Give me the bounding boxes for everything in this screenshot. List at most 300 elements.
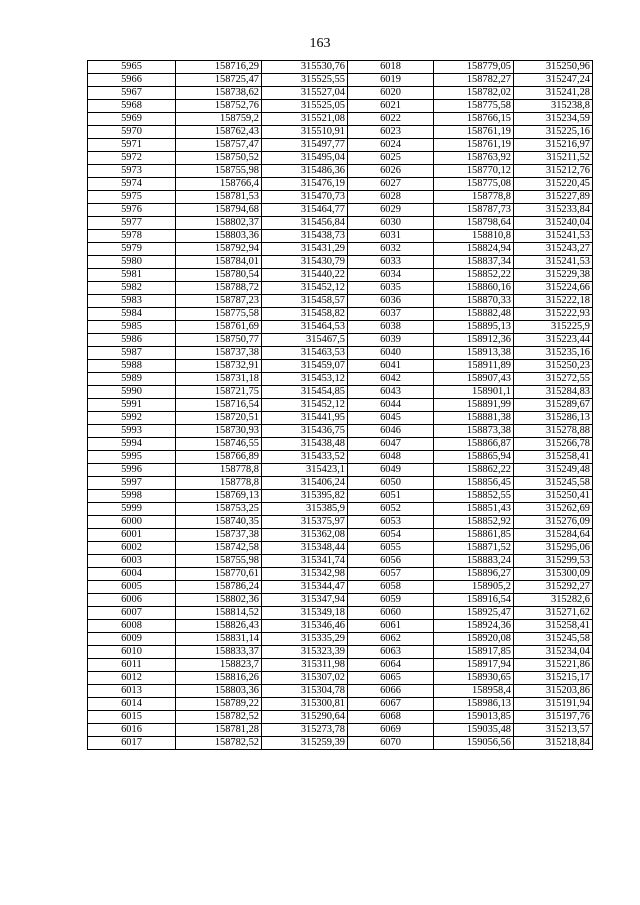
x-coordinate-left: 158738,62 — [176, 87, 262, 100]
table-row — [88, 555, 593, 568]
y-coordinate-right: 315271,62 — [514, 607, 593, 620]
y-coordinate-right: 315234,04 — [514, 646, 593, 659]
table-row — [88, 230, 593, 243]
x-coordinate-left: 158789,22 — [176, 698, 262, 711]
point-number-left: 5971 — [88, 139, 176, 152]
y-coordinate-right: 315233,84 — [514, 204, 593, 217]
point-number-right: 6056 — [348, 555, 434, 568]
y-coordinate-right: 315300,09 — [514, 568, 593, 581]
x-coordinate-left: 158725,47 — [176, 74, 262, 87]
point-number-right: 6020 — [348, 87, 434, 100]
point-number-left: 5970 — [88, 126, 176, 139]
x-coordinate-right: 158852,92 — [434, 516, 514, 529]
point-number-left: 5966 — [88, 74, 176, 87]
point-number-right: 6033 — [348, 256, 434, 269]
point-number-right: 6048 — [348, 451, 434, 464]
x-coordinate-left: 158803,36 — [176, 230, 262, 243]
y-coordinate-left: 315464,77 — [262, 204, 348, 217]
point-number-right: 6019 — [348, 74, 434, 87]
y-coordinate-left: 315495,04 — [262, 152, 348, 165]
x-coordinate-right: 159056,56 — [434, 737, 514, 750]
table-row — [88, 711, 593, 724]
point-number-left: 6007 — [88, 607, 176, 620]
y-coordinate-left: 315335,29 — [262, 633, 348, 646]
point-number-left: 5967 — [88, 87, 176, 100]
x-coordinate-right: 158912,36 — [434, 334, 514, 347]
table-row — [88, 659, 593, 672]
point-number-right: 6050 — [348, 477, 434, 490]
y-coordinate-right: 315266,78 — [514, 438, 593, 451]
point-number-right: 6060 — [348, 607, 434, 620]
y-coordinate-left: 315486,36 — [262, 165, 348, 178]
y-coordinate-right: 315191,94 — [514, 698, 593, 711]
y-coordinate-left: 315348,44 — [262, 542, 348, 555]
y-coordinate-right: 315250,96 — [514, 61, 593, 74]
point-number-right: 6018 — [348, 61, 434, 74]
point-number-left: 6016 — [88, 724, 176, 737]
y-coordinate-right: 315240,04 — [514, 217, 593, 230]
y-coordinate-right: 315216,97 — [514, 139, 593, 152]
y-coordinate-left: 315441,95 — [262, 412, 348, 425]
x-coordinate-right: 158782,02 — [434, 87, 514, 100]
x-coordinate-left: 158803,36 — [176, 685, 262, 698]
x-coordinate-left: 158782,52 — [176, 711, 262, 724]
y-coordinate-left: 315406,24 — [262, 477, 348, 490]
point-number-right: 6067 — [348, 698, 434, 711]
x-coordinate-right: 158871,52 — [434, 542, 514, 555]
y-coordinate-right: 315234,59 — [514, 113, 593, 126]
y-coordinate-left: 315375,97 — [262, 516, 348, 529]
x-coordinate-left: 158757,47 — [176, 139, 262, 152]
point-number-left: 6005 — [88, 581, 176, 594]
point-number-left: 5991 — [88, 399, 176, 412]
x-coordinate-left: 158737,38 — [176, 347, 262, 360]
table-row — [88, 295, 593, 308]
y-coordinate-right: 315284,83 — [514, 386, 593, 399]
point-number-left: 6017 — [88, 737, 176, 750]
point-number-right: 6063 — [348, 646, 434, 659]
point-number-left: 5977 — [88, 217, 176, 230]
y-coordinate-left: 315349,18 — [262, 607, 348, 620]
y-coordinate-right: 315247,24 — [514, 74, 593, 87]
point-number-left: 5988 — [88, 360, 176, 373]
x-coordinate-left: 158761,69 — [176, 321, 262, 334]
y-coordinate-right: 315250,41 — [514, 490, 593, 503]
y-coordinate-left: 315510,91 — [262, 126, 348, 139]
table-row — [88, 633, 593, 646]
y-coordinate-left: 315323,39 — [262, 646, 348, 659]
x-coordinate-right: 158870,33 — [434, 295, 514, 308]
point-number-left: 5973 — [88, 165, 176, 178]
y-coordinate-left: 315431,29 — [262, 243, 348, 256]
table-row — [88, 425, 593, 438]
point-number-left: 5992 — [88, 412, 176, 425]
y-coordinate-left: 315521,08 — [262, 113, 348, 126]
point-number-right: 6029 — [348, 204, 434, 217]
y-coordinate-left: 315525,05 — [262, 100, 348, 113]
point-number-right: 6024 — [348, 139, 434, 152]
x-coordinate-right: 158852,22 — [434, 269, 514, 282]
point-number-right: 6034 — [348, 269, 434, 282]
point-number-left: 5998 — [88, 490, 176, 503]
table-row — [88, 503, 593, 516]
x-coordinate-left: 158781,53 — [176, 191, 262, 204]
x-coordinate-left: 158770,61 — [176, 568, 262, 581]
table-row — [88, 698, 593, 711]
point-number-left: 6003 — [88, 555, 176, 568]
x-coordinate-right: 158882,48 — [434, 308, 514, 321]
y-coordinate-left: 315527,04 — [262, 87, 348, 100]
point-number-right: 6030 — [348, 217, 434, 230]
point-number-right: 6041 — [348, 360, 434, 373]
x-coordinate-right: 158787,73 — [434, 204, 514, 217]
table-row — [88, 347, 593, 360]
y-coordinate-right: 315276,09 — [514, 516, 593, 529]
x-coordinate-left: 158780,54 — [176, 269, 262, 282]
point-number-right: 6036 — [348, 295, 434, 308]
coordinates-table-body — [88, 61, 593, 750]
table-row — [88, 217, 593, 230]
x-coordinate-right: 158930,65 — [434, 672, 514, 685]
y-coordinate-right: 315241,28 — [514, 87, 593, 100]
point-number-left: 6010 — [88, 646, 176, 659]
point-number-right: 6038 — [348, 321, 434, 334]
x-coordinate-right: 158911,89 — [434, 360, 514, 373]
y-coordinate-left: 315347,94 — [262, 594, 348, 607]
table-row — [88, 386, 593, 399]
y-coordinate-left: 315463,53 — [262, 347, 348, 360]
x-coordinate-left: 158792,94 — [176, 243, 262, 256]
table-row — [88, 139, 593, 152]
point-number-left: 5968 — [88, 100, 176, 113]
table-row — [88, 568, 593, 581]
point-number-right: 6044 — [348, 399, 434, 412]
point-number-left: 5984 — [88, 308, 176, 321]
y-coordinate-left: 315362,08 — [262, 529, 348, 542]
point-number-left: 5969 — [88, 113, 176, 126]
x-coordinate-right: 158891,99 — [434, 399, 514, 412]
y-coordinate-left: 315290,64 — [262, 711, 348, 724]
x-coordinate-left: 158786,24 — [176, 581, 262, 594]
y-coordinate-left: 315395,82 — [262, 490, 348, 503]
point-number-left: 5983 — [88, 295, 176, 308]
point-number-right: 6047 — [348, 438, 434, 451]
table-row — [88, 737, 593, 750]
point-number-right: 6045 — [348, 412, 434, 425]
x-coordinate-left: 158721,75 — [176, 386, 262, 399]
y-coordinate-left: 315436,75 — [262, 425, 348, 438]
point-number-right: 6027 — [348, 178, 434, 191]
y-coordinate-left: 315438,48 — [262, 438, 348, 451]
y-coordinate-right: 315282,6 — [514, 594, 593, 607]
y-coordinate-left: 315467,5 — [262, 334, 348, 347]
point-number-left: 5986 — [88, 334, 176, 347]
x-coordinate-right: 158958,4 — [434, 685, 514, 698]
point-number-right: 6069 — [348, 724, 434, 737]
table-row — [88, 178, 593, 191]
point-number-right: 6051 — [348, 490, 434, 503]
x-coordinate-right: 158861,85 — [434, 529, 514, 542]
y-coordinate-right: 315258,41 — [514, 451, 593, 464]
point-number-right: 6070 — [348, 737, 434, 750]
x-coordinate-right: 158862,22 — [434, 464, 514, 477]
y-coordinate-right: 315249,48 — [514, 464, 593, 477]
y-coordinate-right: 315272,55 — [514, 373, 593, 386]
x-coordinate-right: 158873,38 — [434, 425, 514, 438]
y-coordinate-left: 315456,84 — [262, 217, 348, 230]
y-coordinate-left: 315440,22 — [262, 269, 348, 282]
x-coordinate-right: 159035,48 — [434, 724, 514, 737]
point-number-left: 5985 — [88, 321, 176, 334]
y-coordinate-left: 315311,98 — [262, 659, 348, 672]
table-row — [88, 113, 593, 126]
x-coordinate-right: 158851,43 — [434, 503, 514, 516]
x-coordinate-right: 158865,94 — [434, 451, 514, 464]
y-coordinate-right: 315197,76 — [514, 711, 593, 724]
y-coordinate-left: 315341,74 — [262, 555, 348, 568]
point-number-right: 6068 — [348, 711, 434, 724]
y-coordinate-left: 315452,12 — [262, 399, 348, 412]
y-coordinate-right: 315299,53 — [514, 555, 593, 568]
x-coordinate-right: 158775,58 — [434, 100, 514, 113]
y-coordinate-left: 315476,19 — [262, 178, 348, 191]
x-coordinate-left: 158753,25 — [176, 503, 262, 516]
point-number-left: 6001 — [88, 529, 176, 542]
table-row — [88, 87, 593, 100]
y-coordinate-right: 315289,67 — [514, 399, 593, 412]
point-number-left: 5987 — [88, 347, 176, 360]
table-row — [88, 464, 593, 477]
table-row — [88, 516, 593, 529]
point-number-right: 6061 — [348, 620, 434, 633]
x-coordinate-right: 158883,24 — [434, 555, 514, 568]
point-number-right: 6022 — [348, 113, 434, 126]
x-coordinate-left: 158816,26 — [176, 672, 262, 685]
x-coordinate-right: 158896,27 — [434, 568, 514, 581]
x-coordinate-right: 158824,94 — [434, 243, 514, 256]
x-coordinate-left: 158720,51 — [176, 412, 262, 425]
x-coordinate-right: 158860,16 — [434, 282, 514, 295]
point-number-left: 5976 — [88, 204, 176, 217]
x-coordinate-left: 158732,91 — [176, 360, 262, 373]
y-coordinate-right: 315245,58 — [514, 633, 593, 646]
x-coordinate-right: 158763,92 — [434, 152, 514, 165]
y-coordinate-right: 315203,86 — [514, 685, 593, 698]
point-number-right: 6064 — [348, 659, 434, 672]
table-row — [88, 61, 593, 74]
y-coordinate-right: 315292,27 — [514, 581, 593, 594]
y-coordinate-left: 315304,78 — [262, 685, 348, 698]
x-coordinate-left: 158766,4 — [176, 178, 262, 191]
table-row — [88, 581, 593, 594]
point-number-right: 6049 — [348, 464, 434, 477]
point-number-left: 5995 — [88, 451, 176, 464]
point-number-left: 6013 — [88, 685, 176, 698]
point-number-left: 6002 — [88, 542, 176, 555]
y-coordinate-left: 315430,79 — [262, 256, 348, 269]
x-coordinate-left: 158716,54 — [176, 399, 262, 412]
x-coordinate-left: 158752,76 — [176, 100, 262, 113]
point-number-left: 5972 — [88, 152, 176, 165]
point-number-left: 5974 — [88, 178, 176, 191]
point-number-right: 6055 — [348, 542, 434, 555]
y-coordinate-left: 315470,73 — [262, 191, 348, 204]
point-number-right: 6026 — [348, 165, 434, 178]
x-coordinate-right: 158917,85 — [434, 646, 514, 659]
x-coordinate-right: 158778,8 — [434, 191, 514, 204]
table-row — [88, 360, 593, 373]
point-number-left: 5996 — [88, 464, 176, 477]
table-row — [88, 399, 593, 412]
x-coordinate-left: 158750,52 — [176, 152, 262, 165]
y-coordinate-right: 315243,27 — [514, 243, 593, 256]
point-number-left: 5979 — [88, 243, 176, 256]
y-coordinate-right: 315241,53 — [514, 256, 593, 269]
x-coordinate-right: 158852,55 — [434, 490, 514, 503]
table-row — [88, 243, 593, 256]
y-coordinate-left: 315385,9 — [262, 503, 348, 516]
table-row — [88, 542, 593, 555]
y-coordinate-right: 315215,17 — [514, 672, 593, 685]
y-coordinate-left: 315342,98 — [262, 568, 348, 581]
x-coordinate-right: 158866,87 — [434, 438, 514, 451]
y-coordinate-right: 315211,52 — [514, 152, 593, 165]
x-coordinate-right: 158761,19 — [434, 126, 514, 139]
x-coordinate-right: 158907,43 — [434, 373, 514, 386]
x-coordinate-left: 158730,93 — [176, 425, 262, 438]
x-coordinate-right: 158766,15 — [434, 113, 514, 126]
y-coordinate-left: 315454,85 — [262, 386, 348, 399]
y-coordinate-left: 315458,82 — [262, 308, 348, 321]
y-coordinate-left: 315259,39 — [262, 737, 348, 750]
point-number-right: 6054 — [348, 529, 434, 542]
table-row — [88, 724, 593, 737]
table-row — [88, 100, 593, 113]
table-row — [88, 490, 593, 503]
y-coordinate-right: 315218,84 — [514, 737, 593, 750]
table-row — [88, 126, 593, 139]
x-coordinate-left: 158833,37 — [176, 646, 262, 659]
y-coordinate-right: 315227,89 — [514, 191, 593, 204]
table-row — [88, 321, 593, 334]
x-coordinate-left: 158740,35 — [176, 516, 262, 529]
x-coordinate-left: 158775,58 — [176, 308, 262, 321]
y-coordinate-left: 315464,53 — [262, 321, 348, 334]
point-number-right: 6059 — [348, 594, 434, 607]
x-coordinate-left: 158782,52 — [176, 737, 262, 750]
y-coordinate-right: 315222,93 — [514, 308, 593, 321]
x-coordinate-right: 158770,12 — [434, 165, 514, 178]
x-coordinate-right: 158856,45 — [434, 477, 514, 490]
table-row — [88, 152, 593, 165]
y-coordinate-right: 315278,88 — [514, 425, 593, 438]
x-coordinate-left: 158746,55 — [176, 438, 262, 451]
x-coordinate-right: 158905,2 — [434, 581, 514, 594]
y-coordinate-right: 315223,44 — [514, 334, 593, 347]
table-row — [88, 282, 593, 295]
point-number-right: 6058 — [348, 581, 434, 594]
x-coordinate-right: 158810,8 — [434, 230, 514, 243]
table-row — [88, 646, 593, 659]
y-coordinate-right: 315295,06 — [514, 542, 593, 555]
x-coordinate-left: 158823,7 — [176, 659, 262, 672]
y-coordinate-left: 315453,12 — [262, 373, 348, 386]
point-number-left: 5994 — [88, 438, 176, 451]
point-number-left: 5990 — [88, 386, 176, 399]
y-coordinate-right: 315222,18 — [514, 295, 593, 308]
coordinates-table — [87, 60, 593, 750]
x-coordinate-right: 158895,13 — [434, 321, 514, 334]
point-number-right: 6023 — [348, 126, 434, 139]
table-row — [88, 438, 593, 451]
point-number-left: 5978 — [88, 230, 176, 243]
x-coordinate-left: 158742,58 — [176, 542, 262, 555]
x-coordinate-left: 158831,14 — [176, 633, 262, 646]
table-row — [88, 334, 593, 347]
point-number-right: 6039 — [348, 334, 434, 347]
x-coordinate-right: 159013,85 — [434, 711, 514, 724]
y-coordinate-left: 315433,52 — [262, 451, 348, 464]
point-number-left: 6004 — [88, 568, 176, 581]
x-coordinate-right: 158986,13 — [434, 698, 514, 711]
point-number-left: 5999 — [88, 503, 176, 516]
point-number-right: 6031 — [348, 230, 434, 243]
table-row — [88, 256, 593, 269]
x-coordinate-left: 158826,43 — [176, 620, 262, 633]
x-coordinate-left: 158814,52 — [176, 607, 262, 620]
table-row — [88, 74, 593, 87]
table-row — [88, 620, 593, 633]
x-coordinate-left: 158802,37 — [176, 217, 262, 230]
point-number-left: 6006 — [88, 594, 176, 607]
point-number-right: 6065 — [348, 672, 434, 685]
point-number-left: 5997 — [88, 477, 176, 490]
y-coordinate-right: 315262,69 — [514, 503, 593, 516]
y-coordinate-left: 315458,57 — [262, 295, 348, 308]
y-coordinate-right: 315229,38 — [514, 269, 593, 282]
y-coordinate-left: 315423,1 — [262, 464, 348, 477]
x-coordinate-right: 158775,08 — [434, 178, 514, 191]
x-coordinate-left: 158778,8 — [176, 464, 262, 477]
y-coordinate-left: 315452,12 — [262, 282, 348, 295]
point-number-left: 6012 — [88, 672, 176, 685]
x-coordinate-left: 158769,13 — [176, 490, 262, 503]
x-coordinate-left: 158755,98 — [176, 555, 262, 568]
x-coordinate-left: 158784,01 — [176, 256, 262, 269]
y-coordinate-left: 315300,81 — [262, 698, 348, 711]
x-coordinate-right: 158837,34 — [434, 256, 514, 269]
y-coordinate-left: 315459,07 — [262, 360, 348, 373]
point-number-left: 6014 — [88, 698, 176, 711]
y-coordinate-left: 315525,55 — [262, 74, 348, 87]
y-coordinate-left: 315344,47 — [262, 581, 348, 594]
table-row — [88, 477, 593, 490]
point-number-right: 6057 — [348, 568, 434, 581]
x-coordinate-right: 158913,38 — [434, 347, 514, 360]
x-coordinate-right: 158782,27 — [434, 74, 514, 87]
table-row — [88, 165, 593, 178]
point-number-left: 5965 — [88, 61, 176, 74]
table-row — [88, 451, 593, 464]
x-coordinate-left: 158794,68 — [176, 204, 262, 217]
y-coordinate-right: 315225,9 — [514, 321, 593, 334]
point-number-right: 6025 — [348, 152, 434, 165]
x-coordinate-left: 158716,29 — [176, 61, 262, 74]
table-row — [88, 412, 593, 425]
page-number: 163 — [309, 36, 331, 51]
y-coordinate-right: 315245,58 — [514, 477, 593, 490]
x-coordinate-right: 158925,47 — [434, 607, 514, 620]
